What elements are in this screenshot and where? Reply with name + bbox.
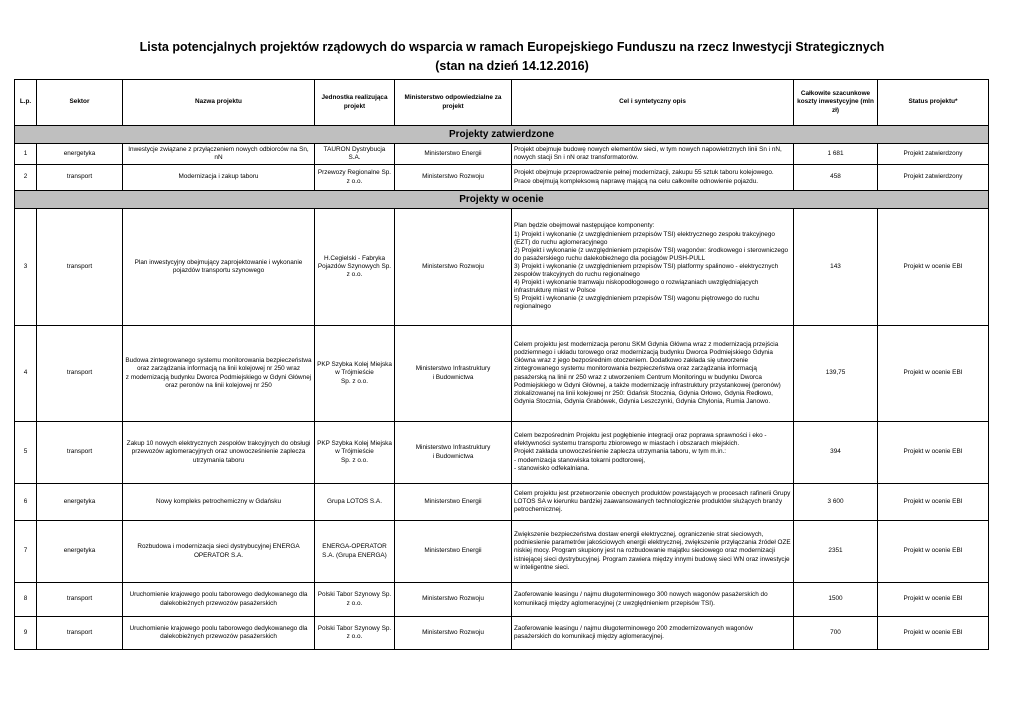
- cell-cel: [512, 422, 794, 484]
- cell-nazwa: [123, 422, 315, 484]
- cell-koszty: [794, 165, 878, 191]
- cell-koszty: [794, 521, 878, 583]
- cell-status-text: Projekt w ocenie EBI: [903, 628, 963, 636]
- cell-status-text: Projekt w ocenie EBI: [903, 262, 963, 270]
- cell-nazwa-text: Zakup 10 nowych elektrycznych zespołów trakcyjnych do obsługi przewozów aglomeracyjnych oraz unowocześnienie zaplecza utrzymania taboru: [126, 440, 311, 464]
- cell-lp-text: 7: [23, 547, 28, 555]
- header-status: Status projektu*: [878, 80, 989, 126]
- cell-cel: [512, 484, 794, 521]
- cell-koszty: [794, 209, 878, 326]
- section-title: Projekty zatwierdzone: [15, 126, 989, 144]
- cell-ministerstwo-text: Ministerstwo Energii: [424, 547, 482, 555]
- cell-koszty-text: 1500: [828, 595, 843, 603]
- cell-sektor: [37, 583, 123, 617]
- cell-koszty-text: 3 600: [827, 497, 844, 505]
- cell-ministerstwo: [395, 617, 512, 650]
- cell-ministerstwo: [395, 583, 512, 617]
- cell-sektor-text: energetyka: [63, 547, 96, 555]
- cell-jednostka: [315, 422, 395, 484]
- cell-nazwa-text: Modernizacja i zakup taboru: [178, 173, 259, 181]
- cell-lp: [15, 209, 37, 326]
- cell-lp-text: 1: [23, 149, 28, 157]
- cell-lp: [15, 583, 37, 617]
- cell-ministerstwo: [395, 484, 512, 521]
- cell-jednostka: [315, 165, 395, 191]
- header-lp: L.p.: [15, 80, 37, 126]
- cell-sektor: [37, 484, 123, 521]
- cell-lp: [15, 326, 37, 422]
- projects-table: [14, 79, 989, 650]
- cell-jednostka: [315, 617, 395, 650]
- cell-jednostka-text: PKP Szybka Kolej Miejska w Trójmieście Sp. z o.o.: [317, 440, 392, 464]
- cell-sektor-text: transport: [66, 262, 93, 270]
- cell-nazwa-text: Rozbudowa i modernizacja sieci dystrybucyjnej ENERGA OPERATOR S.A.: [137, 543, 300, 559]
- table-row: [15, 144, 989, 165]
- cell-sektor-text: transport: [66, 628, 93, 636]
- cell-lp-text: 6: [23, 497, 28, 505]
- cell-jednostka-text: TAURON Dystrybucja S.A.: [323, 145, 386, 161]
- cell-sektor: [37, 326, 123, 422]
- cell-nazwa-text: Inwestycje związane z przyłączeniem nowych odbiorców na Sn, nN: [128, 145, 309, 161]
- cell-nazwa: [123, 326, 315, 422]
- cell-lp-text: 4: [23, 369, 28, 377]
- cell-koszty: [794, 422, 878, 484]
- table-row: [15, 583, 989, 617]
- cell-ministerstwo-text: Ministerstwo Energii: [424, 149, 482, 157]
- cell-koszty: [794, 326, 878, 422]
- table-row: [15, 521, 989, 583]
- cell-sektor-text: transport: [66, 369, 93, 377]
- cell-ministerstwo-text: Ministerstwo Rozwoju: [422, 628, 484, 636]
- header-cel: Cel i syntetyczny opis: [512, 80, 794, 126]
- cell-status: [878, 484, 989, 521]
- cell-sektor-text: energetyka: [63, 149, 96, 157]
- cell-status: [878, 422, 989, 484]
- table-body: [15, 126, 989, 650]
- cell-ministerstwo-text: Ministerstwo Rozwoju: [422, 173, 484, 181]
- cell-lp: [15, 484, 37, 521]
- cell-nazwa: [123, 521, 315, 583]
- cell-sektor-text: transport: [66, 448, 93, 456]
- cell-koszty-text: 139,75: [825, 369, 846, 377]
- cell-jednostka: [315, 484, 395, 521]
- cell-lp: [15, 144, 37, 165]
- cell-cel-text: Zaoferowanie leasingu / najmu długoterminowego 200 zmodernizowanych wagonów pasażerskich do komunikacji między aglomeracyjnej.: [514, 624, 753, 640]
- cell-cel: [512, 326, 794, 422]
- cell-jednostka-text: Grupa LOTOS S.A.: [327, 497, 382, 505]
- cell-status-text: Projekt zatwierdzony: [903, 149, 963, 157]
- cell-sektor: [37, 209, 123, 326]
- section-title: Projekty w ocenie: [15, 191, 989, 209]
- cell-sektor: [37, 165, 123, 191]
- cell-sektor: [37, 521, 123, 583]
- cell-nazwa-text: Nowy kompleks petrochemiczny w Gdańsku: [155, 497, 282, 505]
- cell-ministerstwo-text: Ministerstwo Infrastruktury i Budownictwa: [415, 365, 491, 381]
- cell-cel-text: Zwiększenie bezpieczeństwa dostaw energii elektrycznej, ograniczenie strat sieciowych, podniesienie parametrów jakościowych energii elektrycznej, zwiększenie przyłączania źródeł OZE niskiej mocy. Program skupiony jest na rozbudowanie majątku sieciowego oraz modernizacji istniejącej sieci dystrybucyjnej. Program zawiera między innymi budowę sieci WN oraz inwestycje w inteligentne sieci.: [514, 531, 791, 571]
- title-line-1: Lista potencjalnych projektów rządowych do wsparcia w ramach Europejskiego Funduszu na rzecz Inwestycji Strategicznych: [139, 40, 885, 54]
- cell-cel-text: Projekt obejmuje budowę nowych elementów sieci, w tym nowych napowietrznych linii Sn i nN, nowych stacji Sn i nN oraz transformatorów.: [514, 145, 782, 161]
- cell-koszty: [794, 617, 878, 650]
- cell-koszty: [794, 484, 878, 521]
- cell-jednostka-text: H.Cegielski - Fabryka Pojazdów Szynowych Sp. z o.o.: [317, 254, 392, 279]
- table-row: [15, 209, 989, 326]
- cell-koszty: [794, 583, 878, 617]
- cell-sektor: [37, 422, 123, 484]
- cell-status: [878, 165, 989, 191]
- cell-lp: [15, 521, 37, 583]
- cell-cel-text: Celem projektu jest modernizacja peronu SKM Gdynia Główna wraz z modernizacją przejścia podziemnego i układu torowego oraz modernizacją budynku Dworca Podmiejskiego Gdynia Główna wraz z jego bezpośrednim otoczeniem. Dodatkowo zakłada się utworzenie zintegrowanego systemu monitorowania bezpieczeństwa oraz zarządzania informacją pasażerską na linii nr 250 wraz z utworzeniem Centrum Monitoringu w budynku Dworca Podmiejskiego w Gdyni Głównej, a także modernizację infrastruktury przystankowej (peronów) zlokalizowanej na linii kolejowej nr 250: Gdańsk Stocznia, Gdynia Orłowo, Gdynia Redłowo, Gdynia Stocznia, Gdynia Grabówek, Gdynia Leszczynki, Gdynia Chylonia, Rumia Janowo.: [514, 341, 781, 405]
- cell-nazwa-text: Uruchomienie krajowego poolu taborowego dedykowanego dla dalekobieżnych przewozów pasażerskich: [129, 624, 308, 640]
- cell-ministerstwo-text: Ministerstwo Rozwoju: [422, 262, 484, 270]
- cell-cel: [512, 583, 794, 617]
- cell-ministerstwo-text: Ministerstwo Rozwoju: [422, 595, 484, 603]
- cell-sektor: [37, 617, 123, 650]
- cell-status-text: Projekt w ocenie EBI: [903, 369, 963, 377]
- title-line-2: (stan na dzień 14.12.2016): [435, 59, 589, 73]
- header-koszty: Całkowite szacunkowe koszty inwestycyjne (mln zł): [794, 80, 878, 126]
- cell-nazwa: [123, 617, 315, 650]
- cell-ministerstwo: [395, 165, 512, 191]
- cell-koszty-text: 2351: [828, 547, 843, 555]
- table-row: [15, 326, 989, 422]
- cell-jednostka-text: ENERGA-OPERATOR S.A. (Grupa ENERGA): [322, 543, 387, 559]
- cell-status-text: Projekt zatwierdzony: [903, 173, 963, 181]
- cell-ministerstwo: [395, 209, 512, 326]
- cell-cel-text: Celem bezpośrednim Projektu jest pogłębienie integracji oraz poprawa sprawności i eko - efektywności systemu transportu zbiorowego w miastach i obszarach miejskich. Projekt zakłada unowocześnienie zaplecza utrzymania taboru, w tym m.in.: - modernizacja stanowiska tokarni podtorowej, - stanowisko odfekalniana.: [514, 432, 767, 472]
- cell-ministerstwo-text: Ministerstwo Energii: [424, 497, 482, 505]
- cell-cel-text: Celem projektu jest przetworzenie obecnych produktów powstających w procesach rafinerii Grupy LOTOS SA w kierunku bardziej zaawansowanych technologicznie produktów służących branży petrochemicznej.: [514, 489, 791, 514]
- cell-status: [878, 209, 989, 326]
- cell-nazwa: [123, 583, 315, 617]
- cell-nazwa-text: Budowa zintegrowanego systemu monitorowania bezpieczeństwa oraz zarządzania informacją na linii kolejowej nr 250 wraz z modernizacją budynku Dworca Podmiejskiego w Gdyni Głównej oraz peronów na linii kolejowej nr 250: [125, 357, 312, 389]
- cell-status: [878, 583, 989, 617]
- cell-status-text: Projekt w ocenie EBI: [903, 547, 963, 555]
- cell-jednostka-text: Polski Tabor Szynowy Sp. z o.o.: [317, 591, 392, 607]
- cell-cel: [512, 617, 794, 650]
- cell-cel: [512, 209, 794, 326]
- cell-lp-text: 3: [23, 262, 28, 270]
- cell-ministerstwo: [395, 521, 512, 583]
- header-row: [15, 80, 989, 126]
- cell-ministerstwo: [395, 326, 512, 422]
- cell-ministerstwo-text: Ministerstwo Infrastruktury i Budownictwa: [415, 444, 491, 460]
- cell-jednostka: [315, 209, 395, 326]
- table-row: [15, 165, 989, 191]
- cell-status-text: Projekt w ocenie EBI: [903, 595, 963, 603]
- table-row: [15, 484, 989, 521]
- cell-koszty-text: 458: [830, 173, 841, 181]
- cell-koszty-text: 394: [830, 448, 841, 456]
- cell-cel-text: Plan będzie obejmował następujące komponenty: 1) Projekt i wykonanie (z uwzględnieniem przepisów TSI) elektrycznego zespołu trakcyjnego (EZT) do ruchu aglomeracyjnego 2) Projekt i wykonanie (z uwzględnieniem przepisów TSI) wagonów: środkowego i sterowniczego do pasażerskiego ruchu dalekobieżnego dla pociągów PUSH-PULL 3) Projekt i wykonanie (z uwzględnieniem przepisów TSI) platformy spalinowo - elektrycznych zespołów trakcyjnych do ruchu regionalnego 4) Projekt i wykonanie tramwaju niskopodłogowego o rozwiązaniach uwzględniających infrastrukturę miast w Polsce 5) Projekt i wykonanie (z uwzględnieniem przepisów TSI) wagonu piętrowego do ruchu regionalnego: [514, 222, 789, 311]
- cell-lp-text: 2: [23, 173, 28, 181]
- cell-status: [878, 144, 989, 165]
- cell-koszty-text: 1 681: [827, 149, 844, 157]
- cell-lp: [15, 165, 37, 191]
- cell-koszty: [794, 144, 878, 165]
- cell-nazwa-text: Plan inwestycyjny obejmujący zaprojektowanie i wykonanie pojazdów transportu szynowego: [134, 258, 303, 274]
- cell-ministerstwo: [395, 422, 512, 484]
- cell-jednostka: [315, 326, 395, 422]
- cell-status: [878, 326, 989, 422]
- cell-lp-text: 5: [23, 448, 28, 456]
- cell-jednostka-text: Polski Tabor Szynowy Sp. z o.o.: [317, 624, 392, 640]
- header-jednostka: Jednostka realizująca projekt: [315, 80, 395, 126]
- section-row-approved: [15, 126, 989, 144]
- cell-sektor-text: transport: [66, 595, 93, 603]
- cell-sektor: [37, 144, 123, 165]
- cell-nazwa: [123, 165, 315, 191]
- cell-lp: [15, 617, 37, 650]
- cell-cel: [512, 521, 794, 583]
- table-row: [15, 617, 989, 650]
- cell-jednostka: [315, 583, 395, 617]
- cell-status-text: Projekt w ocenie EBI: [903, 448, 963, 456]
- cell-status: [878, 521, 989, 583]
- cell-lp-text: 8: [23, 595, 28, 603]
- cell-sektor-text: transport: [66, 173, 93, 181]
- cell-nazwa-text: Uruchomienie krajowego poolu taborowego dedykowanego dla dalekobieżnych przewozów pasażerskich: [129, 591, 308, 607]
- cell-jednostka: [315, 521, 395, 583]
- cell-cel: [512, 144, 794, 165]
- cell-nazwa: [123, 144, 315, 165]
- cell-cel: [512, 165, 794, 191]
- cell-lp-text: 9: [23, 628, 28, 636]
- cell-lp: [15, 422, 37, 484]
- cell-koszty-text: 143: [830, 262, 841, 270]
- cell-jednostka-text: Przewozy Regionalne Sp. z o.o.: [317, 169, 392, 185]
- header-ministerstwo: Ministerstwo odpowiedzialne za projekt: [395, 80, 512, 126]
- cell-nazwa: [123, 484, 315, 521]
- cell-status: [878, 617, 989, 650]
- cell-jednostka-text: PKP Szybka Kolej Miejska w Trójmieście Sp. z o.o.: [317, 361, 392, 385]
- section-row-evaluation: [15, 191, 989, 209]
- cell-status-text: Projekt w ocenie EBI: [903, 497, 963, 505]
- table-row: [15, 422, 989, 484]
- cell-cel-text: Projekt obejmuje przeprowadzenie pełnej modernizacji, zakupu 55 sztuk taboru kolejowego. Prace obejmują kompleksową naprawę mającą na celu całkowite odnowienie pojazdu.: [514, 169, 774, 185]
- cell-sektor-text: energetyka: [63, 497, 96, 505]
- cell-ministerstwo: [395, 144, 512, 165]
- cell-jednostka: [315, 144, 395, 165]
- header-sektor: Sektor: [37, 80, 123, 126]
- cell-cel-text: Zaoferowanie leasingu / najmu długoterminowego 300 nowych wagonów pasażerskich do komunikacji między aglomeracyjnej (z uwzględnieniem przepisów TSI).: [514, 591, 768, 607]
- document-title: [0, 38, 1024, 76]
- header-nazwa: Nazwa projektu: [123, 80, 315, 126]
- cell-koszty-text: 700: [830, 628, 841, 636]
- cell-nazwa: [123, 209, 315, 326]
